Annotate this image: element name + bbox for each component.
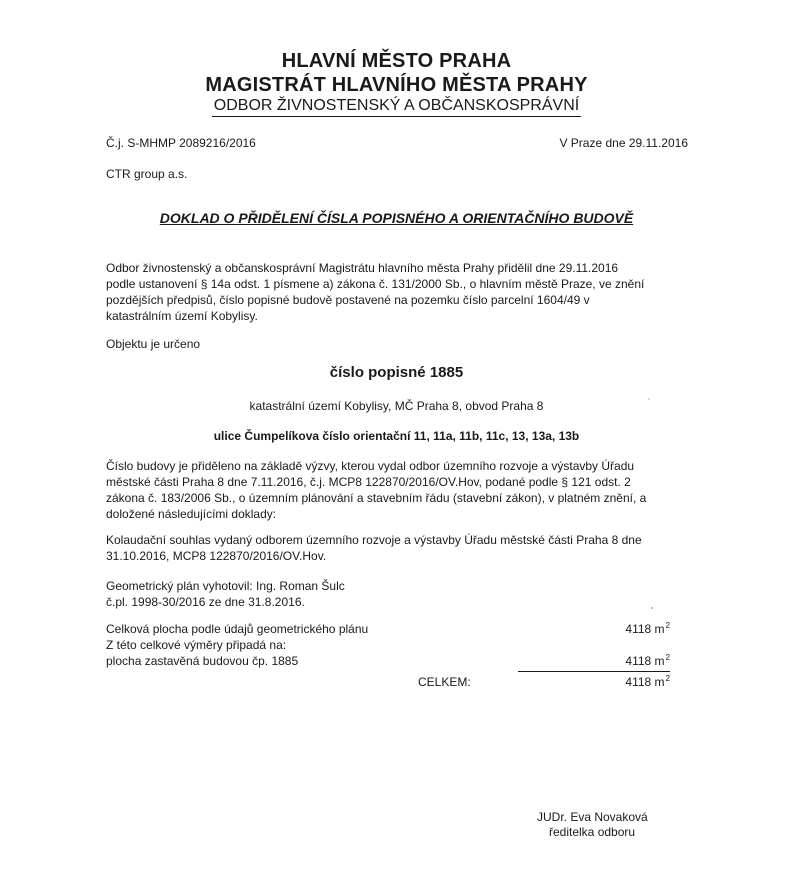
header-line-3-wrap bbox=[0, 97, 793, 117]
street-orientation-numbers: ulice Čumpelíkova číslo orientační 11, 11a, 11b, 11c, 13, 13a, 13b bbox=[213, 429, 580, 443]
basis-paragraph bbox=[106, 458, 688, 522]
geoplan-paragraph bbox=[106, 578, 345, 610]
intro-line: pozdějších předpisů, číslo popisné budově postavené na pozemku číslo parcelní 1604/49 v bbox=[106, 293, 590, 307]
object-intro: Objektu je určeno bbox=[106, 337, 201, 351]
document-title: DOKLAD O PŘIDĚLENÍ ČÍSLA POPISNÉHO A ORIENTAČNÍHO BUDOVĚ bbox=[159, 210, 634, 226]
header-line-2: MAGISTRÁT HLAVNÍHO MĚSTA PRAHY bbox=[205, 74, 588, 96]
sum-rule bbox=[518, 671, 670, 672]
header-line-1: HLAVNÍ MĚSTO PRAHA bbox=[281, 50, 512, 72]
unit-superscript: 2 bbox=[665, 653, 670, 662]
basis-line: městské části Praha 8 dne 7.11.2016, č.j. MCP8 122870/2016/OV.Hov, podané podle § 121 odst. 2 bbox=[106, 475, 631, 489]
recipient: CTR group a.s. bbox=[106, 167, 188, 181]
signature-role: ředitelka odboru bbox=[549, 825, 636, 839]
document-date: V Praze dne 29.11.2016 bbox=[559, 136, 688, 150]
basis-line: doložené následujícími doklady: bbox=[106, 507, 277, 521]
kolaudace-line: Kolaudační souhlas vydaný odborem územního rozvoje a výstavby Úřadu městské části Praha 8 dne bbox=[106, 533, 642, 547]
area-total-value bbox=[560, 621, 670, 639]
geoplan-line: Geometrický plán vyhotovil: Ing. Roman Šulc bbox=[106, 579, 345, 593]
intro-line: Odbor živnostenský a občanskosprávní Magistrátu hlavního města Prahy přidělil dne 29.11.2016 bbox=[106, 261, 619, 275]
unit-superscript: 2 bbox=[665, 674, 670, 683]
area-built-number: 4118 m bbox=[625, 654, 665, 668]
area-total-number: 4118 m bbox=[625, 622, 665, 636]
area-sum-label: CELKEM: bbox=[418, 675, 471, 689]
area-built-value bbox=[560, 653, 670, 671]
area-sub-label: Z této celkové výměry připadá na: bbox=[106, 638, 287, 652]
reference-number: Č.j. S-MHMP 2089216/2016 bbox=[106, 136, 256, 150]
area-sum-value bbox=[560, 674, 670, 692]
basis-line: zákona č. 183/2006 Sb., o územním plánování a stavebním řádu (stavební zákon), v platném znění, a bbox=[106, 491, 647, 505]
scan-speck bbox=[651, 607, 653, 609]
kolaudace-paragraph bbox=[106, 532, 688, 564]
cislo-popisne: číslo popisné 1885 bbox=[329, 364, 464, 381]
kolaudace-line: 31.10.2016, MCP8 122870/2016/OV.Hov. bbox=[106, 549, 327, 563]
intro-line: katastrálním území Kobylisy. bbox=[106, 309, 258, 323]
unit-superscript: 2 bbox=[665, 621, 670, 630]
basis-line: Číslo budovy je přiděleno na základě výzvy, kterou vydal odbor územního rozvoje a výstavby Úřadu bbox=[106, 459, 635, 473]
signature-name: JUDr. Eva Novaková bbox=[537, 810, 648, 824]
scan-speck bbox=[648, 398, 650, 400]
area-total-label: Celková plocha podle údajů geometrického plánu bbox=[106, 622, 369, 636]
header-line-3: ODBOR ŽIVNOSTENSKÝ A OBČANSKOSPRÁVNÍ bbox=[212, 97, 581, 117]
area-sum-number: 4118 m bbox=[625, 675, 665, 689]
intro-line: podle ustanovení § 14a odst. 1 písmene a) zákona č. 131/2000 Sb., o hlavním městě Praze, ve znění bbox=[106, 277, 645, 291]
area-built-label: plocha zastavěná budovou čp. 1885 bbox=[106, 654, 299, 668]
geoplan-line: č.pl. 1998-30/2016 ze dne 31.8.2016. bbox=[106, 595, 305, 609]
location: katastrální území Kobylisy, MČ Praha 8, obvod Praha 8 bbox=[249, 399, 544, 413]
intro-paragraph bbox=[106, 260, 688, 324]
